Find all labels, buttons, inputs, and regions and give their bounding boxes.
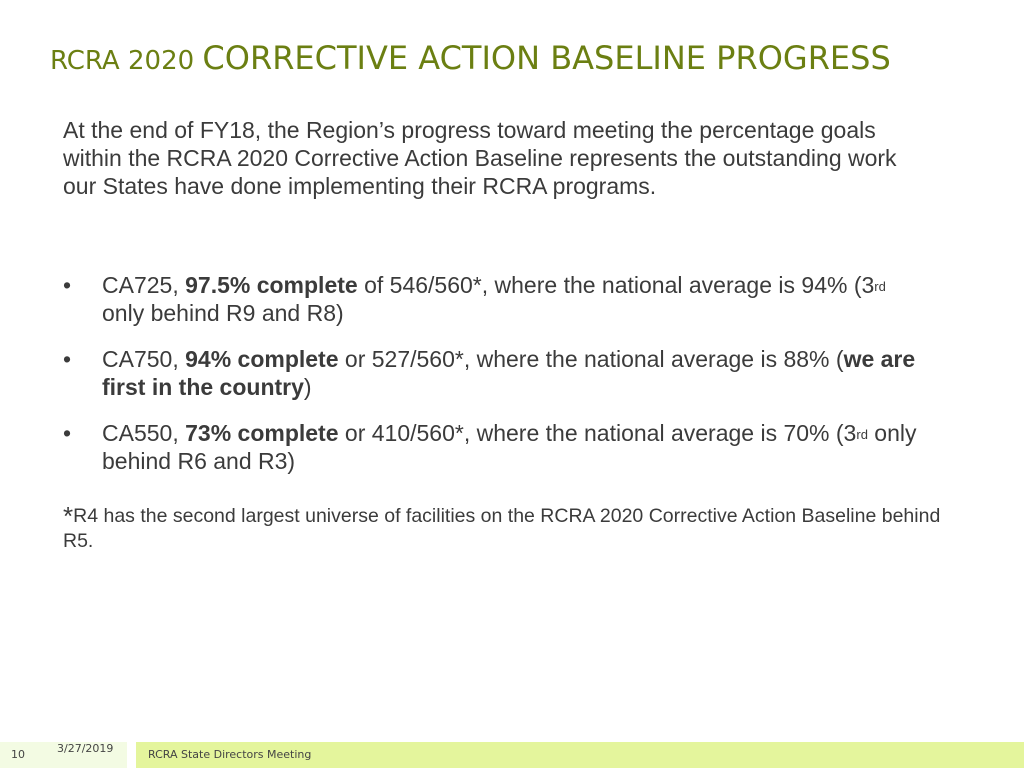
title-main: CORRECTIVE ACTION BASELINE PROGRESS <box>202 39 891 77</box>
bullet-dot-icon: • <box>63 272 72 298</box>
bullet-detail: of 546/560*, where the national average is 94% (3 <box>357 272 875 298</box>
bullet-tail: only behind R6 and R3) <box>102 420 917 474</box>
bullet-complete: 73% complete <box>185 420 339 446</box>
slide-title <box>50 39 891 77</box>
bullet-dot-icon: • <box>63 346 72 372</box>
bullet-emphasis: we are first in the country <box>102 346 916 400</box>
footnote <box>63 501 943 554</box>
bullet-detail: or 527/560*, where the national average is 88% ( <box>338 346 844 372</box>
bullet-ca725 <box>63 271 933 327</box>
bullet-dot-icon: • <box>63 420 72 446</box>
footnote-text: R4 has the second largest universe of facilities on the RCRA 2020 Corrective Action Baseline behind R5. <box>63 505 941 552</box>
bullet-code: CA725, <box>102 272 186 298</box>
bullet-complete: 94% complete <box>185 346 339 372</box>
intro-paragraph: At the end of FY18, the Region’s progress toward meeting the percentage goals within the RCRA 2020 Corrective Action Baseline represents the outstanding work our States have done implementing their RCRA programs. <box>63 117 897 199</box>
page-number: 10 <box>11 748 25 761</box>
bullet-tail: ) <box>303 374 312 400</box>
bullet-code: CA750, <box>102 346 186 372</box>
ordinal-suffix: rd <box>874 279 886 294</box>
bullet-detail: or 410/560*, where the national average is 70% (3 <box>338 420 857 446</box>
footer-meeting-name: RCRA State Directors Meeting <box>148 748 312 761</box>
bullet-ca750 <box>63 345 933 401</box>
footnote-star: * <box>63 501 74 531</box>
bullet-tail: only behind R9 and R8) <box>102 300 344 326</box>
bullet-code: CA550, <box>102 420 186 446</box>
bullet-list <box>63 271 933 493</box>
ordinal-suffix: rd <box>856 427 868 442</box>
footer-date: 3/27/2019 <box>57 742 114 755</box>
bullet-complete: 97.5% complete <box>185 272 358 298</box>
title-prefix: RCRA 2020 <box>50 46 203 76</box>
bullet-ca550 <box>63 419 933 475</box>
